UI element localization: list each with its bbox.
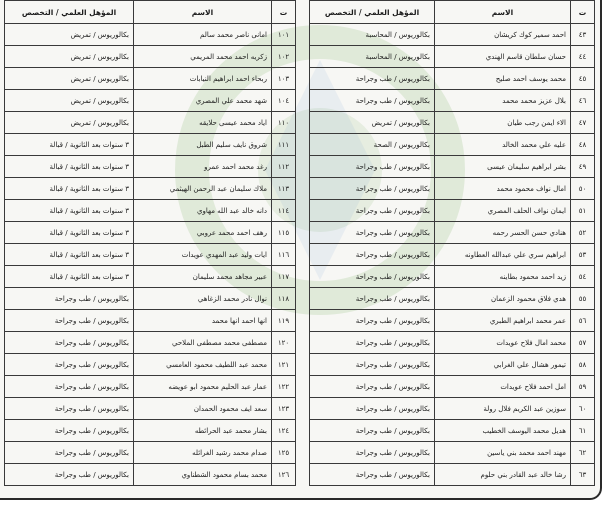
row-name: ايات وليد عبد المهدي عويدات <box>134 244 272 266</box>
row-number: ١٢١ <box>272 354 296 376</box>
row-number: ١١٩ <box>272 310 296 332</box>
row-name: هديل محمد اليوسف الخطيب <box>435 420 571 442</box>
row-specialization: بكالوريوس / طب وجراحة <box>310 244 435 266</box>
row-specialization: بكالوريوس / تمريض <box>5 46 134 68</box>
row-name: هدي فلاق محمود الزعمان <box>435 288 571 310</box>
row-name: عمر محمد ابراهيم الطبري <box>435 310 571 332</box>
row-number: ٤٣ <box>571 24 595 46</box>
row-specialization: ٣ سنوات بعد الثانوية / قبالة <box>5 178 134 200</box>
row-number: ١١٦ <box>272 244 296 266</box>
row-specialization: بكالوريوس / طب وجراحة <box>310 156 435 178</box>
table-row <box>5 398 296 420</box>
row-name: احمد سمير كوك كريشان <box>435 24 571 46</box>
table-row <box>310 68 595 90</box>
row-number: ١٠٢ <box>272 46 296 68</box>
table-row <box>5 90 296 112</box>
row-number: ٤٩ <box>571 156 595 178</box>
header-num: ت <box>571 1 595 24</box>
row-name: محمد بسام محمود الشطناوي <box>134 464 272 486</box>
table-row <box>310 134 595 156</box>
row-specialization: ٣ سنوات بعد الثانوية / قبالة <box>5 222 134 244</box>
row-name: رغد محمد احمد عمرو <box>134 156 272 178</box>
row-specialization: بكالوريوس / طب وجراحة <box>5 310 134 332</box>
row-number: ١١٣ <box>272 178 296 200</box>
row-number: ١٢٢ <box>272 376 296 398</box>
table-row <box>5 332 296 354</box>
table-row <box>310 112 595 134</box>
row-specialization: بكالوريوس / طب وجراحة <box>310 310 435 332</box>
table-row <box>310 464 595 486</box>
row-number: ٥١ <box>571 200 595 222</box>
row-specialization: بكالوريوس / طب وجراحة <box>5 354 134 376</box>
applicants-table-right <box>309 0 595 486</box>
row-specialization: بكالوريوس / طب وجراحة <box>5 398 134 420</box>
row-specialization: بكالوريوس / طب وجراحة <box>5 420 134 442</box>
row-number: ١١١ <box>272 134 296 156</box>
row-number: ٥٠ <box>571 178 595 200</box>
row-name: امل احمد فلاح عويدات <box>435 376 571 398</box>
table-row <box>5 310 296 332</box>
row-specialization: بكالوريوس / الصحة <box>310 134 435 156</box>
row-specialization: بكالوريوس / طب وجراحة <box>5 464 134 486</box>
row-number: ١١٧ <box>272 266 296 288</box>
row-name: تيمور هشال علي الغرابي <box>435 354 571 376</box>
row-specialization: بكالوريوس / طب وجراحة <box>310 90 435 112</box>
row-specialization: بكالوريوس / طب وجراحة <box>310 266 435 288</box>
table-row <box>5 288 296 310</box>
row-number: ١٢٥ <box>272 442 296 464</box>
row-number: ٥٦ <box>571 310 595 332</box>
row-name: عمار عبد الحليم محمود ابو عويضه <box>134 376 272 398</box>
table-header-row <box>310 1 595 24</box>
row-name: مصطفى محمد مصطفى الملاحي <box>134 332 272 354</box>
header-specialization: المؤهل العلمي / التخصص <box>310 1 435 24</box>
row-specialization: بكالوريوس / تمريض <box>310 112 435 134</box>
row-number: ١١٤ <box>272 200 296 222</box>
row-number: ٦٢ <box>571 442 595 464</box>
row-name: اياد محمد عيسى حلايقه <box>134 112 272 134</box>
table-row <box>310 398 595 420</box>
row-specialization: بكالوريوس / طب وجراحة <box>310 222 435 244</box>
row-specialization: بكالوريوس / طب وجراحة <box>310 398 435 420</box>
header-name: الاسم <box>134 1 272 24</box>
table-row <box>5 266 296 288</box>
table-row <box>310 156 595 178</box>
table-row <box>310 200 595 222</box>
row-specialization: بكالوريوس / طب وجراحة <box>5 442 134 464</box>
row-specialization: بكالوريوس / طب وجراحة <box>310 332 435 354</box>
row-number: ٤٦ <box>571 90 595 112</box>
row-number: ١١٢ <box>272 156 296 178</box>
row-number: ٤٥ <box>571 68 595 90</box>
row-specialization: بكالوريوس / طب وجراحة <box>310 178 435 200</box>
row-specialization: ٣ سنوات بعد الثانوية / قبالة <box>5 200 134 222</box>
row-number: ٥٩ <box>571 376 595 398</box>
row-specialization: بكالوريوس / تمريض <box>5 112 134 134</box>
table-header-row <box>5 1 296 24</box>
row-number: ١٠٣ <box>272 68 296 90</box>
row-specialization: ٣ سنوات بعد الثانوية / قبالة <box>5 134 134 156</box>
row-specialization: بكالوريوس / طب وجراحة <box>310 420 435 442</box>
table-row <box>5 442 296 464</box>
row-specialization: ٣ سنوات بعد الثانوية / قبالة <box>5 244 134 266</box>
table-row <box>310 288 595 310</box>
row-specialization: بكالوريوس / تمريض <box>5 24 134 46</box>
row-number: ١١٥ <box>272 222 296 244</box>
row-specialization: بكالوريوس / طب وجراحة <box>310 464 435 486</box>
row-name: زيد احمد محمود بطاينه <box>435 266 571 288</box>
row-specialization: بكالوريوس / المحاسبة <box>310 46 435 68</box>
row-name: امانى ناصر محمد سالم <box>134 24 272 46</box>
table-row <box>5 376 296 398</box>
row-number: ٤٧ <box>571 112 595 134</box>
header-specialization: المؤهل العلمي / التخصص <box>5 1 134 24</box>
header-num: ت <box>272 1 296 24</box>
row-specialization: بكالوريوس / طب وجراحة <box>5 288 134 310</box>
table-row <box>310 244 595 266</box>
row-number: ٥٥ <box>571 288 595 310</box>
row-number: ٥٤ <box>571 266 595 288</box>
row-name: هنادي حسن الحسر رحمه <box>435 222 571 244</box>
table-row <box>5 178 296 200</box>
row-specialization: بكالوريوس / طب وجراحة <box>5 376 134 398</box>
row-name: بلال عزيز محمد محمد <box>435 90 571 112</box>
row-specialization: بكالوريوس / طب وجراحة <box>310 288 435 310</box>
row-specialization: بكالوريوس / تمريض <box>5 90 134 112</box>
row-name: ملاك سليمان عبد الرحمن الهيثمي <box>134 178 272 200</box>
row-number: ٤٨ <box>571 134 595 156</box>
row-specialization: بكالوريوس / طب وجراحة <box>310 376 435 398</box>
row-specialization: بكالوريوس / طب وجراحة <box>5 332 134 354</box>
table-row <box>5 244 296 266</box>
row-number: ٥٨ <box>571 354 595 376</box>
row-specialization: ٣ سنوات بعد الثانوية / قبالة <box>5 266 134 288</box>
table-row <box>310 46 595 68</box>
table-row <box>310 332 595 354</box>
row-name: امال نواف محمود محمد <box>435 178 571 200</box>
row-number: ١٠٤ <box>272 90 296 112</box>
row-specialization: بكالوريوس / طب وجراحة <box>310 68 435 90</box>
row-name: نوال نادر محمد الزغاهي <box>134 288 272 310</box>
table-row <box>5 420 296 442</box>
row-number: ١٠١ <box>272 24 296 46</box>
row-number: ١٢٣ <box>272 398 296 420</box>
row-name: مهند احمد محمد بني ياسين <box>435 442 571 464</box>
row-name: محمد عبد اللطيف محمود العامسي <box>134 354 272 376</box>
row-name: صدام محمد رشيد الغرائله <box>134 442 272 464</box>
row-name: شروق نايف سليم الطبل <box>134 134 272 156</box>
table-row <box>310 310 595 332</box>
row-number: ١١٠ <box>272 112 296 134</box>
row-number: ٤٤ <box>571 46 595 68</box>
row-name: بشر ابراهيم سليمان عيسى <box>435 156 571 178</box>
row-name: سوزين عبد الكريم فلال رولة <box>435 398 571 420</box>
row-specialization: بكالوريوس / طب وجراحة <box>310 200 435 222</box>
table-row <box>310 376 595 398</box>
table-row <box>310 442 595 464</box>
table-row <box>5 156 296 178</box>
row-specialization: بكالوريوس / طب وجراحة <box>310 442 435 464</box>
table-row <box>310 178 595 200</box>
row-number: ٥٢ <box>571 222 595 244</box>
row-name: عليه علي محمد الخالد <box>435 134 571 156</box>
table-row <box>310 266 595 288</box>
row-name: رهف احمد محمد عروبي <box>134 222 272 244</box>
table-row <box>5 354 296 376</box>
row-name: عبير مجاهد محمد سليمان <box>134 266 272 288</box>
table-row <box>5 200 296 222</box>
table-row <box>310 24 595 46</box>
row-name: سعد ايف محمود الحمدان <box>134 398 272 420</box>
row-name: انها احمد انها محمد <box>134 310 272 332</box>
row-specialization: بكالوريوس / طب وجراحة <box>310 354 435 376</box>
row-number: ٦٣ <box>571 464 595 486</box>
row-number: ١٢٠ <box>272 332 296 354</box>
row-specialization: بكالوريوس / المحاسبة <box>310 24 435 46</box>
table-row <box>5 68 296 90</box>
row-number: ١١٨ <box>272 288 296 310</box>
row-name: ربحاء احمد ابراهيم النيابات <box>134 68 272 90</box>
row-number: ٦١ <box>571 420 595 442</box>
row-name: بشار محمد عبد الحرائطه <box>134 420 272 442</box>
row-name: زكريه احمد محمد المريمي <box>134 46 272 68</box>
table-row <box>5 134 296 156</box>
row-number: ١٢٦ <box>272 464 296 486</box>
row-name: شهد محمد علي المصري <box>134 90 272 112</box>
table-row <box>5 222 296 244</box>
table-row <box>5 46 296 68</box>
row-specialization: ٣ سنوات بعد الثانوية / قبالة <box>5 156 134 178</box>
table-row <box>310 90 595 112</box>
row-number: ١٢٤ <box>272 420 296 442</box>
row-name: ابراهيم سري علي عبدالله العطاونه <box>435 244 571 266</box>
table-row <box>310 354 595 376</box>
table-row <box>5 24 296 46</box>
header-name: الاسم <box>435 1 571 24</box>
row-name: دانه خالد عبد الله مهاوي <box>134 200 272 222</box>
row-name: حسان سلطان قاسم الهندي <box>435 46 571 68</box>
table-row <box>5 112 296 134</box>
row-name: محمد يوسف احمد صليح <box>435 68 571 90</box>
table-row <box>310 222 595 244</box>
row-number: ٥٧ <box>571 332 595 354</box>
table-row <box>310 420 595 442</box>
row-name: ايمان نواف الحلف المصري <box>435 200 571 222</box>
row-specialization: بكالوريوس / تمريض <box>5 68 134 90</box>
row-name: الاء ايمن رجب طيان <box>435 112 571 134</box>
row-name: محمد امال فلاح عويدات <box>435 332 571 354</box>
applicants-table-left <box>4 0 296 486</box>
row-number: ٥٣ <box>571 244 595 266</box>
row-number: ٦٠ <box>571 398 595 420</box>
table-row <box>5 464 296 486</box>
row-name: رشا خالد عبد القادر بني حلوم <box>435 464 571 486</box>
